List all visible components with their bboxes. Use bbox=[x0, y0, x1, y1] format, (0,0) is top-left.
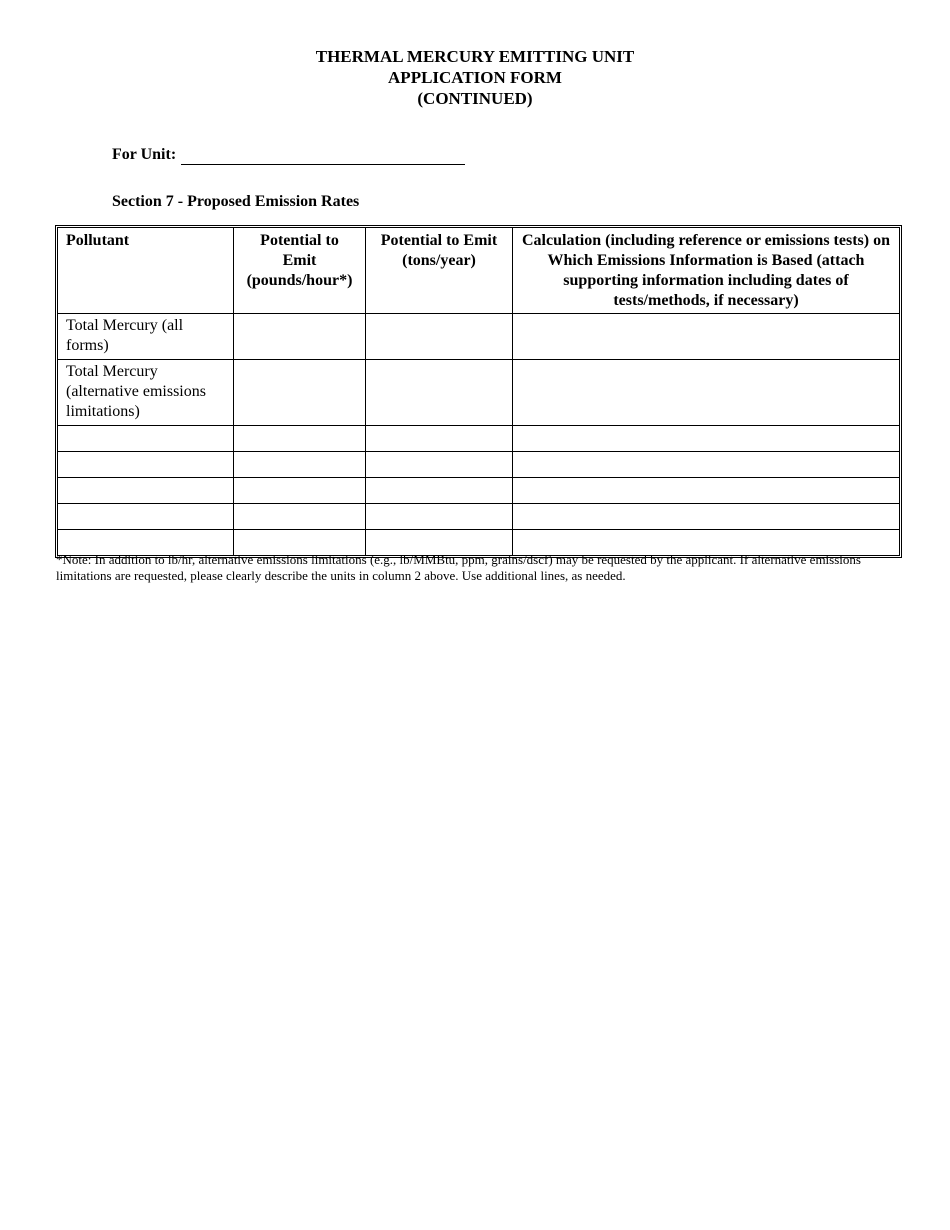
pollutant-cell: Total Mercury (all forms) bbox=[58, 314, 234, 360]
pounds-per-hour-cell[interactable] bbox=[234, 314, 366, 360]
emission-rates-table bbox=[55, 225, 902, 558]
pounds-per-hour-cell[interactable] bbox=[234, 426, 366, 452]
for-unit-row bbox=[112, 145, 465, 165]
table-header-row bbox=[58, 228, 899, 314]
pollutant-cell[interactable] bbox=[58, 452, 234, 478]
pollutant-cell[interactable] bbox=[58, 478, 234, 504]
column-header-pollutant: Pollutant bbox=[58, 228, 234, 314]
pollutant-cell[interactable] bbox=[58, 504, 234, 530]
pounds-per-hour-cell[interactable] bbox=[234, 478, 366, 504]
tons-per-year-cell[interactable] bbox=[366, 314, 513, 360]
table-row bbox=[58, 426, 899, 452]
tons-per-year-cell[interactable] bbox=[366, 478, 513, 504]
table-row bbox=[58, 452, 899, 478]
pounds-per-hour-cell[interactable] bbox=[234, 360, 366, 426]
table-row bbox=[58, 360, 899, 426]
tons-per-year-cell[interactable] bbox=[366, 360, 513, 426]
table-row bbox=[58, 478, 899, 504]
table-row bbox=[58, 314, 899, 360]
pollutant-cell[interactable] bbox=[58, 426, 234, 452]
tons-per-year-cell[interactable] bbox=[366, 426, 513, 452]
pounds-per-hour-cell[interactable] bbox=[234, 504, 366, 530]
calculation-cell[interactable] bbox=[513, 504, 899, 530]
calculation-cell[interactable] bbox=[513, 426, 899, 452]
table-row bbox=[58, 504, 899, 530]
pollutant-cell: Total Mercury (alternative emissions limitations) bbox=[58, 360, 234, 426]
calculation-cell[interactable] bbox=[513, 478, 899, 504]
form-title-line2: APPLICATION FORM bbox=[388, 68, 562, 87]
section-heading: Section 7 - Proposed Emission Rates bbox=[112, 193, 360, 210]
column-header-calculation: Calculation (including reference or emissions tests) on Which Emissions Information is Based (attach supporting information including dates of tests/methods, if necessary) bbox=[513, 228, 899, 314]
form-title-line1: THERMAL MERCURY EMITTING UNIT bbox=[315, 47, 635, 66]
calculation-cell[interactable] bbox=[513, 452, 899, 478]
tons-per-year-cell[interactable] bbox=[366, 452, 513, 478]
form-title-line3: (CONTINUED) bbox=[417, 89, 533, 108]
for-unit-label: For Unit: bbox=[112, 146, 177, 163]
form-title bbox=[0, 46, 950, 109]
column-header-pounds-per-hour: Potential to Emit (pounds/hour*) bbox=[234, 228, 366, 314]
tons-per-year-cell[interactable] bbox=[366, 504, 513, 530]
footnote: *Note: In addition to lb/hr, alternative emissions limitations (e.g., lb/MMBtu, ppm, grains/dscf) may be requested by the applicant. If alternative emissions limitations are requested, please clearly describe the units in column 2 above. Use additional lines, as needed. bbox=[56, 552, 861, 583]
column-header-tons-per-year: Potential to Emit (tons/year) bbox=[366, 228, 513, 314]
calculation-cell[interactable] bbox=[513, 314, 899, 360]
calculation-cell[interactable] bbox=[513, 360, 899, 426]
pounds-per-hour-cell[interactable] bbox=[234, 452, 366, 478]
for-unit-field[interactable] bbox=[181, 147, 465, 165]
